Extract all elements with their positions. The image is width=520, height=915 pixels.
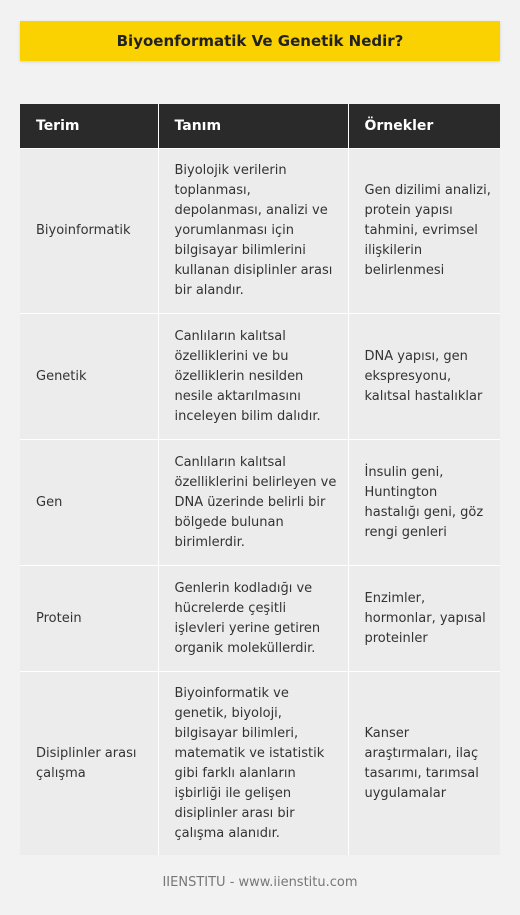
term-cell: Biyoinformatik [20, 149, 158, 314]
definition-cell: Genlerin kodladığı ve hücrelerde çeşitli işlevleri yerine getiren organik moleküllerdir. [158, 566, 348, 672]
table-row [20, 149, 500, 314]
definition-cell: Biyolojik verilerin toplanması, depolanması, analizi ve yorumlanması için bilgisayar bilimlerini kullanan disiplinler arası bir alandır. [158, 149, 348, 314]
definition-cell: Canlıların kalıtsal özelliklerini ve bu özelliklerin nesilden nesile aktarılmasını inceleyen bilim dalıdır. [158, 314, 348, 440]
table-row [20, 566, 500, 672]
examples-cell: Kanser araştırmaları, ilaç tasarımı, tarımsal uygulamalar [348, 672, 500, 856]
term-cell: Gen [20, 440, 158, 566]
examples-cell: İnsulin geni, Huntington hastalığı geni, göz rengi genleri [348, 440, 500, 566]
column-header-term: Terim [20, 104, 158, 149]
page-title: Biyoenformatik Ve Genetik Nedir? [116, 32, 404, 50]
page-title-banner [20, 21, 500, 61]
footer-credit: IIENSTITU - www.iienstitu.com [162, 875, 358, 890]
table-header-row [20, 104, 500, 149]
examples-cell: Enzimler, hormonlar, yapısal proteinler [348, 566, 500, 672]
column-header-examples: Örnekler [348, 104, 500, 149]
column-header-definition: Tanım [158, 104, 348, 149]
examples-cell: DNA yapısı, gen ekspresyonu, kalıtsal hastalıklar [348, 314, 500, 440]
examples-cell: Gen dizilimi analizi, protein yapısı tahmini, evrimsel ilişkilerin belirlenmesi [348, 149, 500, 314]
definition-cell: Canlıların kalıtsal özelliklerini belirleyen ve DNA üzerinde belirli bir bölgede bulunan birimlerdir. [158, 440, 348, 566]
term-cell: Protein [20, 566, 158, 672]
definition-cell: Biyoinformatik ve genetik, biyoloji, bilgisayar bilimleri, matematik ve istatistik gibi farklı alanların işbirliği ile gelişen disiplinler arası bir çalışma alanıdır. [158, 672, 348, 856]
table-row [20, 314, 500, 440]
table-row [20, 440, 500, 566]
table-row [20, 672, 500, 856]
term-cell: Disiplinler arası çalışma [20, 672, 158, 856]
term-cell: Genetik [20, 314, 158, 440]
terms-table [20, 104, 500, 855]
